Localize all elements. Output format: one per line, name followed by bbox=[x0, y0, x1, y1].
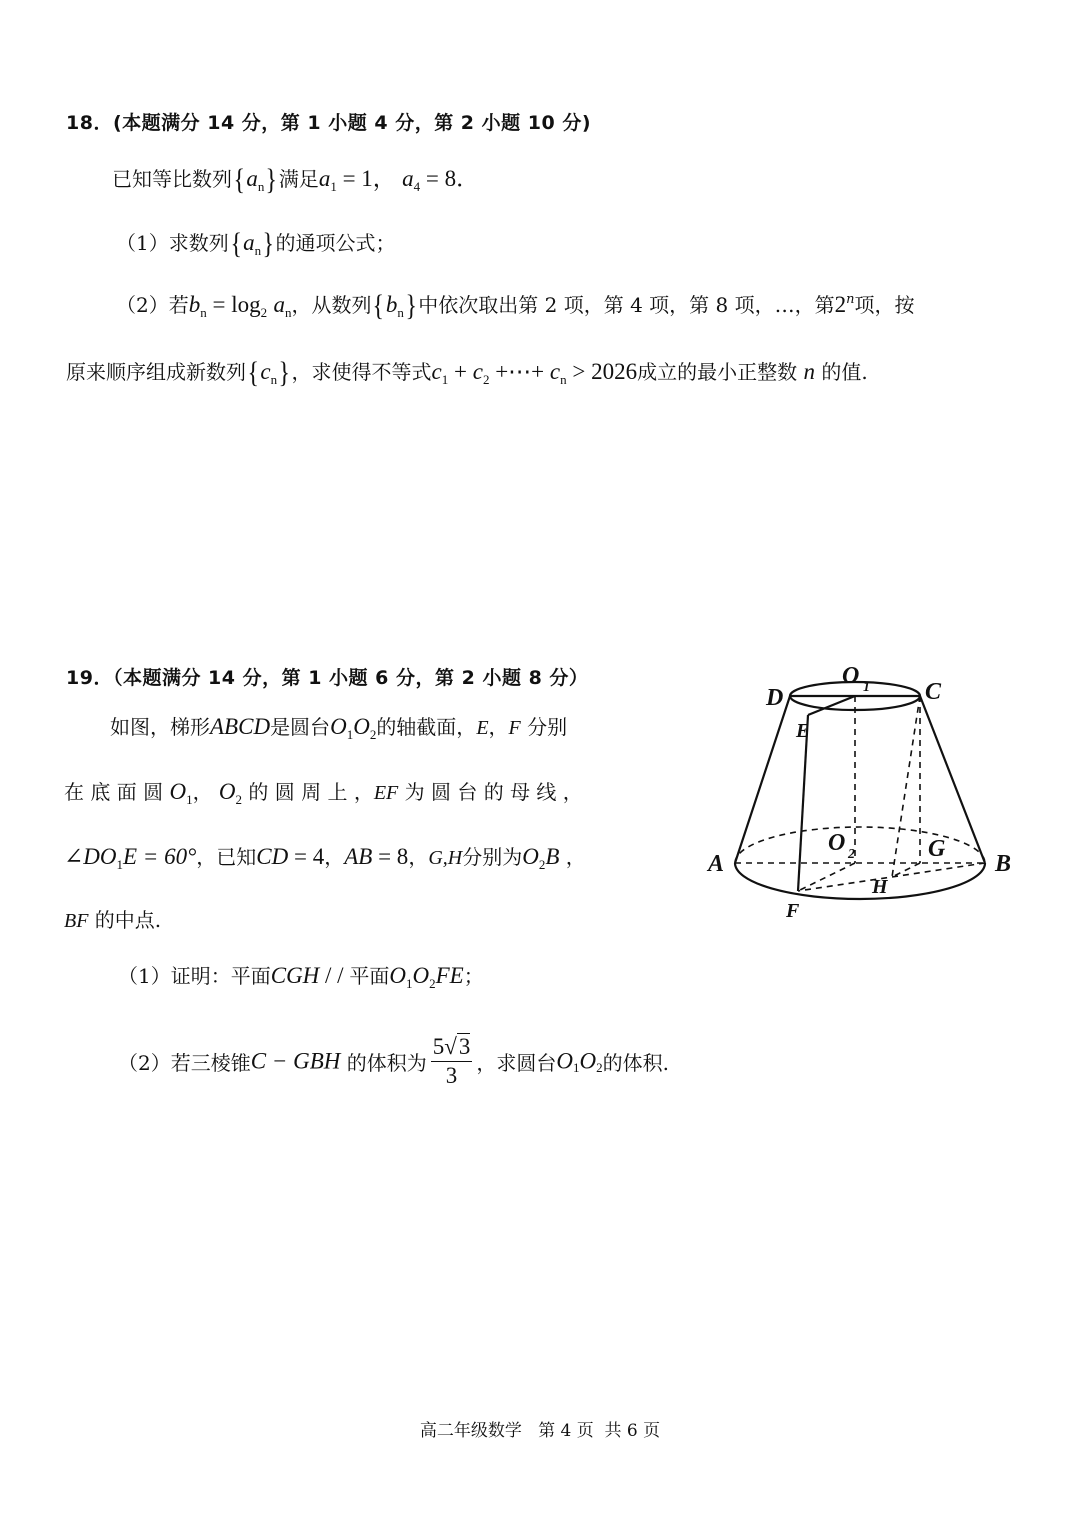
segment-O2F bbox=[798, 863, 855, 891]
label-F: F bbox=[786, 900, 800, 922]
q19-line2: 在 底 面 圆 $O_1$， $O_2$ 的 圆 周 上 ，EF 为 圆 台 的 母 线 ， bbox=[64, 779, 583, 807]
q19-line1: 如图，梯形ABCD是圆台$O_1O_2$的轴截面，E，F 分别 bbox=[110, 714, 568, 742]
q19-part2: （2）若三棱锥C − GBH 的体积为 $\frac{5√3}{3}$ ，求圆台$O_1O_2$的体积. bbox=[118, 1034, 669, 1088]
label-O2-sub: 2 bbox=[848, 847, 855, 862]
q18-stem: 已知等比数列$\{a_n\}$满足$a_1 = 1$， $a_4 = 8$． bbox=[112, 163, 480, 196]
label-G: G bbox=[928, 836, 946, 862]
q18-part2-cont: 原来顺序组成新数列$\{c_n\}$，求使得不等式$c_1 + c_2$ +⋯+ $c_n > 2026$成立的最小正整数 n 的值. bbox=[66, 356, 868, 389]
q18-header: 18．(本题满分 14 分，第 1 小题 4 分，第 2 小题 10 分) bbox=[66, 112, 591, 134]
label-O1-sub: 1 bbox=[863, 680, 870, 695]
label-C: C bbox=[925, 679, 942, 705]
bottom-circle-back bbox=[735, 827, 985, 863]
label-D: D bbox=[766, 685, 784, 711]
label-H: H bbox=[872, 876, 888, 898]
page-footer: 高二年级数学 第 4 页 共 6 页 bbox=[419, 1421, 661, 1441]
label-B: B bbox=[995, 851, 1012, 877]
segment-O1E bbox=[808, 696, 855, 715]
label-E: E bbox=[796, 720, 810, 742]
label-A: A bbox=[708, 851, 725, 877]
frustum-figure bbox=[700, 655, 1030, 930]
volume-fraction: $\frac{5√3}{3}$ bbox=[432, 1034, 471, 1088]
q18-part1: （1）求数列$\{a_n\}$的通项公式； bbox=[116, 227, 396, 260]
segment-CH bbox=[892, 696, 920, 877]
q19-line3: $\angle DO_1E = 60^\circ$，已知CD = 4，AB = 8，G,H分别为$O_2B$ ， bbox=[64, 844, 586, 872]
q18-part2: （2）若$b_n = \log_2 a_n$，从数列$\{b_n\}$中依次取出第 2 项，第 4 项，第 8 项，…，第2$^n$项，按 bbox=[116, 289, 915, 322]
q19-part1: （1）证明：平面CGH / / 平面$O_1O_2FE$； bbox=[118, 963, 484, 991]
edge-DA bbox=[735, 696, 790, 863]
label-O2: O bbox=[828, 830, 846, 856]
q19-header: 19．（本题满分 14 分，第 1 小题 6 分，第 2 小题 8 分） bbox=[66, 667, 589, 689]
q19-line4: BF 的中点. bbox=[64, 908, 162, 932]
label-O1: O bbox=[842, 663, 860, 689]
